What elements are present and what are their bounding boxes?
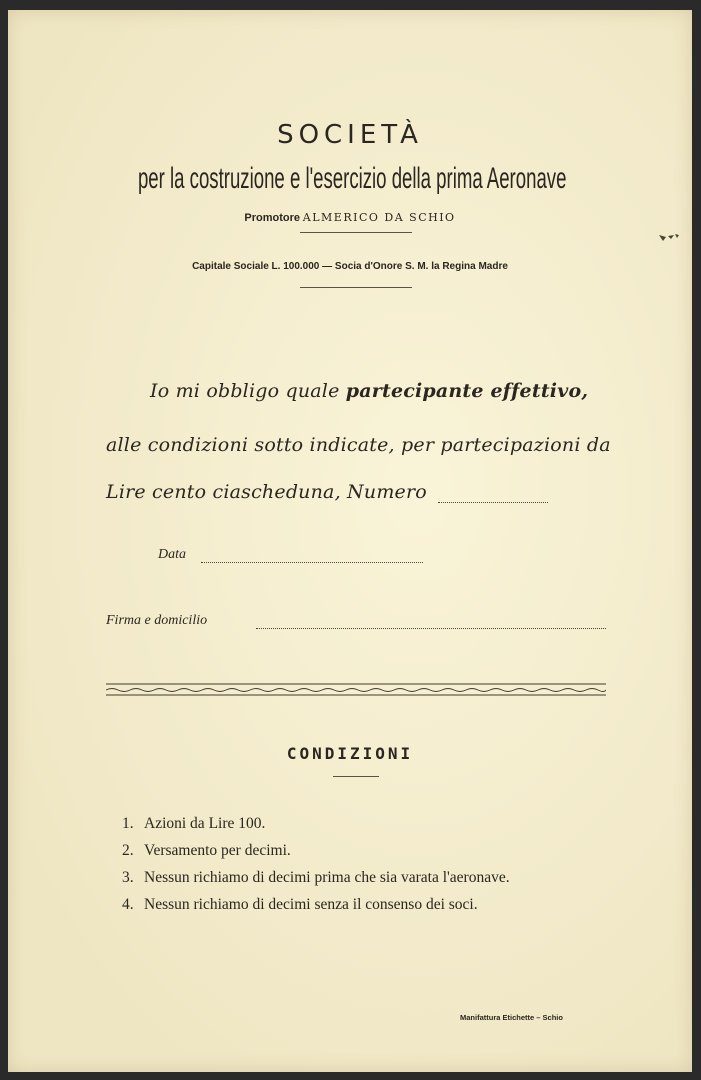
- condition-text: Azioni da Lire 100.: [144, 815, 266, 832]
- society-subtitle: per la costruzione e l'esercizio della prima Aeronave: [137, 162, 567, 195]
- printer-imprint: Manifattura Etichette – Schio: [460, 1013, 563, 1022]
- condition-item: [122, 891, 510, 918]
- pledge-bold-phrase: partecipante effettivo,: [345, 380, 589, 402]
- promoter-line: [8, 211, 692, 224]
- data-label: Data: [158, 547, 186, 562]
- pledge-line-1-start: Io mi obbligo quale: [150, 380, 346, 402]
- condition-item: [122, 864, 510, 891]
- condition-text: Nessun richiamo di decimi senza il consenso dei soci.: [144, 896, 478, 913]
- condition-number: 2.: [122, 842, 134, 859]
- ink-speck-mark: [658, 232, 680, 244]
- society-title: SOCIETÀ: [277, 120, 423, 150]
- condition-number: 4.: [122, 896, 134, 913]
- wavy-separator: [106, 682, 606, 698]
- numero-field[interactable]: [438, 502, 548, 503]
- data-field[interactable]: [201, 562, 423, 563]
- conditions-underline: [333, 776, 379, 777]
- firma-label: Firma e domicilio: [106, 613, 208, 628]
- pledge-line-3: Lire cento ciascheduna, Numero: [106, 481, 427, 503]
- promoter-label: Promotore: [244, 212, 301, 224]
- document-sheet: [8, 10, 692, 1072]
- conditions-title: CONDIZIONI: [286, 744, 414, 763]
- conditions-list: [122, 810, 510, 918]
- condition-text: Versamento per decimi.: [144, 842, 291, 859]
- firma-field[interactable]: [256, 628, 606, 629]
- header-divider-bottom: [300, 287, 412, 288]
- condition-item: [122, 810, 510, 837]
- pledge-line-2: alle condizioni sotto indicate, per partecipazioni da: [106, 434, 611, 456]
- promoter-name: ALMERICO DA SCHIO: [302, 211, 456, 224]
- condition-number: 1.: [122, 815, 134, 832]
- capital-line: Capitale Sociale L. 100.000 — Socia d'Onore S. M. la Regina Madre: [192, 261, 508, 272]
- pledge-line-1: [150, 380, 588, 402]
- condition-number: 3.: [122, 869, 134, 886]
- header-divider-top: [300, 232, 412, 233]
- condition-item: [122, 837, 510, 864]
- condition-text: Nessun richiamo di decimi prima che sia varata l'aeronave.: [144, 869, 510, 886]
